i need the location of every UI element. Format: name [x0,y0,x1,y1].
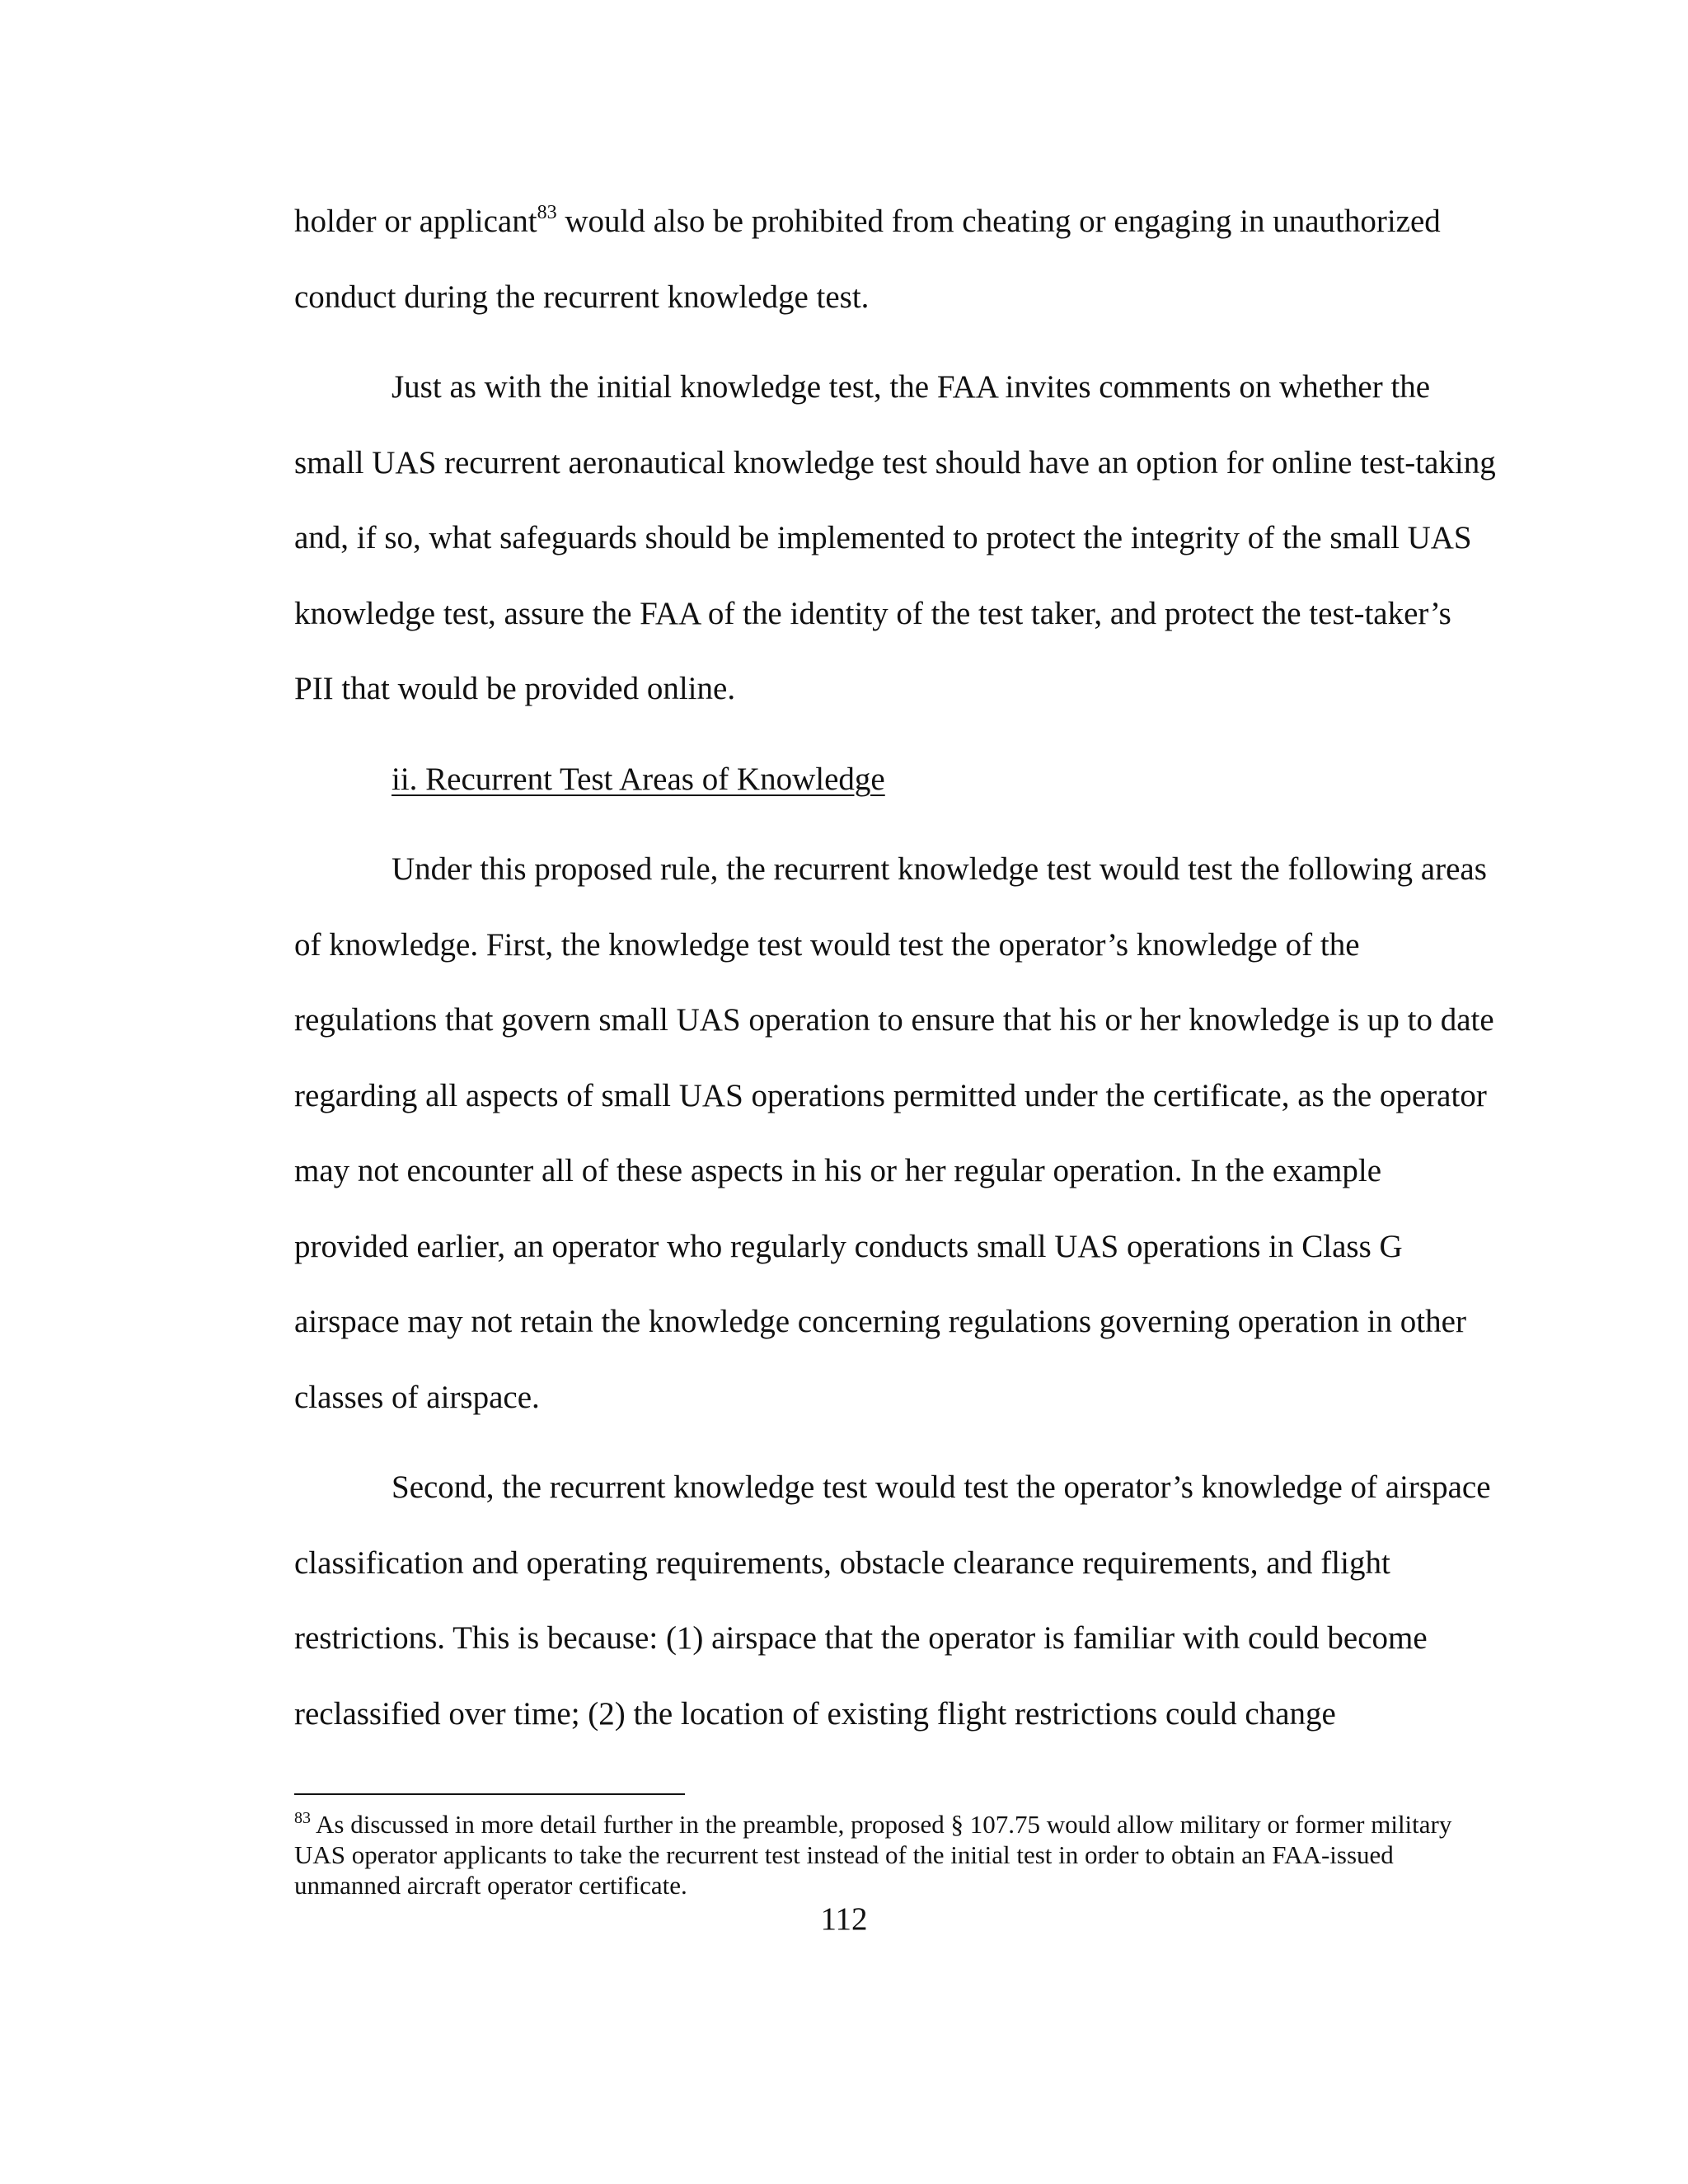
continuation-text-start: holder or applicant [294,204,537,239]
body-text [294,184,1498,1766]
online-testing-paragraph: Just as with the initial knowledge test, the FAA invites comments on whether the small UAS recurrent aeronautical knowledge test should have an option for online test-taking and, if so, what safeguards should be implemented to protect the integrity of the small UAS knowledge test, assure the FAA of the identity of the test taker, and protect the test-taker’s PII that would be provided online. [294,369,1496,706]
areas-intro-paragraph: Under this proposed rule, the recurrent knowledge test would test the following areas of knowledge. First, the knowledge test would test the operator’s knowledge of the regulations that govern small UAS operation to ensure that his or her knowledge is up to date regarding all aspects of small UAS operations permitted under the certificate, as the operator may not encounter all of these aspects in his or her regular operation. In the example provided earlier, an operator who regularly conducts small UAS operations in Class G airspace may not retain the knowledge concerning regulations governing operation in other classes of airspace. [294,851,1494,1415]
footnote-text: As discussed in more detail further in the preamble, proposed § 107.75 would allow military or former military UAS operator applicants to take the recurrent test instead of the initial test in order to obtain an FAA-issued unmanned aircraft operator certificate. [294,1810,1452,1900]
footnote-separator [294,1793,685,1795]
footnote [294,1809,1498,1900]
continuation-text-end: would also be prohibited from cheating or engaging in unauthorized conduct during the recurrent knowledge test. [294,204,1441,315]
footnote-number: 83 [294,1809,311,1827]
section-heading-text: ii. Recurrent Test Areas of Knowledge [392,761,885,797]
continuation-paragraph [294,184,1498,335]
page-number: 112 [820,1901,868,1937]
second-area-paragraph: Second, the recurrent knowledge test would test the operator’s knowledge of airspace classification and operating requirements, obstacle clearance requirements, and flight restrictions. This is because: (1) airspace that the operator is familiar with could become reclassified over time; (2) the location of existing flight restrictions could change [294,1469,1491,1732]
footnote-reference[interactable]: 83 [537,202,557,223]
section-heading [294,742,1498,818]
